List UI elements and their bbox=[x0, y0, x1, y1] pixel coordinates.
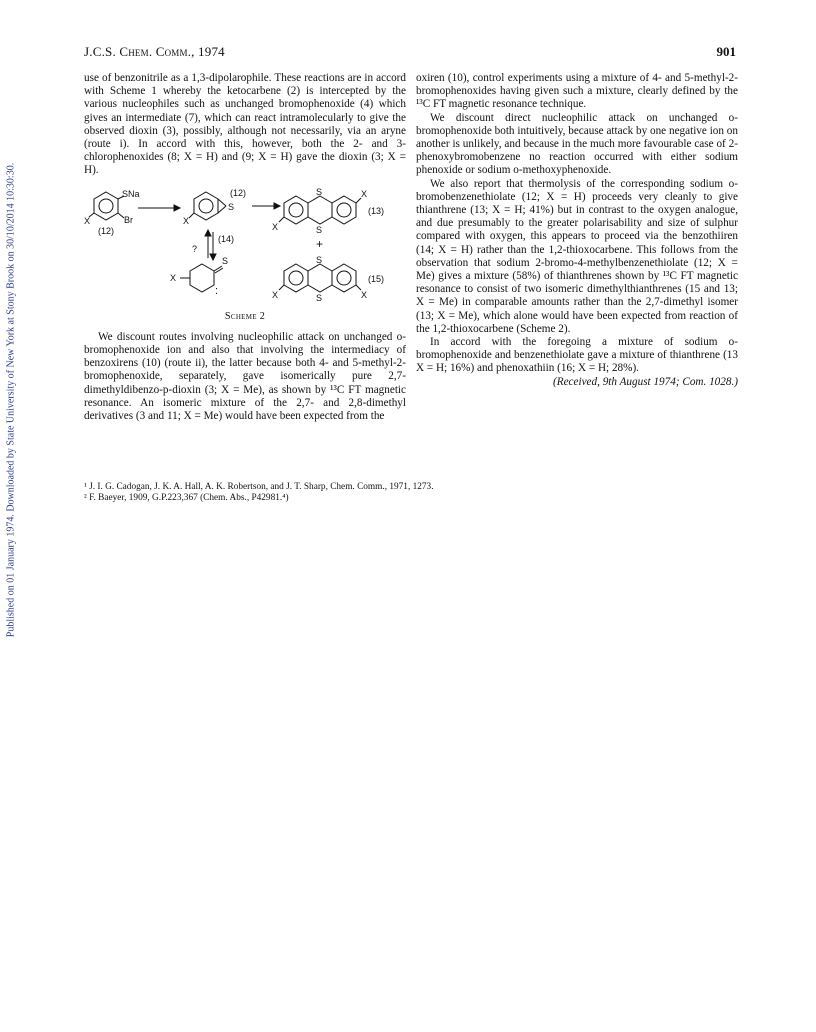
benzene-ring-12 bbox=[94, 192, 118, 220]
label-s-carbene: S bbox=[222, 255, 229, 266]
label-14: (14) bbox=[218, 233, 235, 244]
thioxocarbene-ring bbox=[190, 264, 214, 292]
journal-title: J.C.S. Chem. Comm., 1974 bbox=[84, 44, 225, 59]
label-12-top: (12) bbox=[230, 187, 247, 198]
label-sna: SNa bbox=[122, 188, 140, 199]
page-header bbox=[84, 44, 736, 62]
label-x-thiiren: X bbox=[183, 215, 190, 226]
footnote-2: ² F. Baeyer, 1909, G.P.223,367 (Chem. Abs., P42981.⁴) bbox=[84, 493, 289, 503]
label-x-13-left: X bbox=[272, 221, 279, 232]
benzothiiren-ring bbox=[194, 192, 218, 220]
label-br: Br bbox=[124, 214, 133, 225]
label-x-15-right: X bbox=[361, 289, 368, 300]
scheme-caption: Scheme 2 bbox=[224, 310, 266, 322]
right-paragraph-3: We also report that thermolysis of the corresponding sodium o-bromobenzenethiolate (12; X = H) proceeds very cleanly to give thianthrene (13; X = H; 41%) but in contrast to the oxygen analogue, and due presumably to the greater polarisability and size of sulphur compared with oxygen, this appears to proceed via the benzothiiren (14; X = H) rather than the 1,2-thioxocarbene. This follows from the observation that sodium 2-bromo-4-methylbenzenethiolate (12; X = Me) gives a mixture (58%) of thianthrenes shown by ¹³C FT magnetic resonance to consist of two isomeric dimethylthianthrenes (15 and 13; X = Me) in comparable amounts rather than the 2,7-dimethyl isomer (13; X = Me), which alone would have been expected from reaction of the 1,2-thioxocarbene (Scheme 2). bbox=[416, 177, 738, 335]
scheme-2-figure bbox=[84, 186, 406, 306]
right-column bbox=[416, 72, 738, 389]
thianthrene-left-ring bbox=[284, 196, 308, 224]
label-s-13-top: S bbox=[316, 186, 323, 197]
label-x-13-right: X bbox=[361, 188, 368, 199]
label-x-carbene: X bbox=[170, 272, 177, 283]
provenance-text: Published on 01 January 1974. Downloaded by State University of New York at Stony Brook on 30/10/2014 10:30:30. bbox=[5, 162, 17, 638]
page-number: 901 bbox=[716, 44, 736, 59]
footnotes bbox=[84, 482, 744, 504]
label-s-15-bottom: S bbox=[316, 292, 323, 303]
label-plus: + bbox=[316, 236, 324, 251]
label-question: ? bbox=[192, 243, 198, 254]
label-x-15-left: X bbox=[272, 289, 279, 300]
label-s-13-bottom: S bbox=[316, 224, 323, 235]
carbene-dots: : bbox=[215, 284, 219, 297]
thianthrene-right-ring bbox=[332, 196, 356, 224]
right-paragraph-2: We discount direct nucleophilic attack on unchanged o-bromophenoxide both intuitively, because attack by one negative ion on another is unlikely, and because in the much more favourable case of 2-phenoxybromobenzene no reaction occurred with either sodium phenoxide or sodium o-methoxyphenoxide. bbox=[416, 111, 738, 177]
left-paragraph-2: We discount routes involving nucleophilic attack on unchanged o-bromophenoxide ion and also that involving the intermediacy of benzoxirens (10) (route ii), the latter because both 4- and 5-methyl-2-bromophenoxide, separately, gave isomerically pure 2,7-dimethyldibenzo-p-dioxin (3; X = Me), as shown by ¹³C FT magnetic resonance. An isomeric mixture of the 2,7- and 2,8-dimethyl derivatives (3 and 11; X = Me) would have been expected from the bbox=[84, 330, 406, 423]
label-s-15-top: S bbox=[316, 254, 323, 265]
label-12: (12) bbox=[98, 225, 115, 236]
label-x-12: X bbox=[84, 215, 91, 226]
right-paragraph-1: oxiren (10), control experiments using a mixture of 4- and 5-methyl-2-bromophenoxides having given such a mixture, clearly defined by the ¹³C FT magnetic resonance technique. bbox=[416, 72, 738, 111]
label-13: (13) bbox=[368, 205, 385, 216]
right-paragraph-4: In accord with the foregoing a mixture of sodium o-bromophenoxide and benzenethiolate gave a mixture of thianthrene (13 X = H; 16%) and phenoxathiin (16; X = H; 28%). bbox=[416, 336, 738, 375]
sidebar-provenance-note bbox=[2, 130, 20, 670]
thianthrene-15-left-ring bbox=[284, 264, 308, 292]
footnote-1: ¹ J. I. G. Cadogan, J. K. A. Hall, A. K. Robertson, and J. T. Sharp, Chem. Comm., 1971, 1273. bbox=[84, 482, 434, 492]
thianthrene-15-right-ring bbox=[332, 264, 356, 292]
left-paragraph-1: use of benzonitrile as a 1,3-dipolarophile. These reactions are in accord with Scheme 1 whereby the ketocarbene (2) is intercepted by the various nucleophiles such as unchanged bromophenoxide (4) which gives an intermediate (7), which can react intramolecularly to give the observed dioxin (3), possibly, although not necessarily, via an aryne (route i). In accord with this, however, both the 2- and 3-chlorophenoxides (8; X = H) and (9; X = H) gave the dioxin (3; X = H). bbox=[84, 72, 406, 177]
received-line: (Received, 9th August 1974; Com. 1028.) bbox=[553, 375, 738, 388]
left-column bbox=[84, 72, 406, 423]
label-s-thiiren: S bbox=[228, 201, 235, 212]
label-15: (15) bbox=[368, 273, 385, 284]
